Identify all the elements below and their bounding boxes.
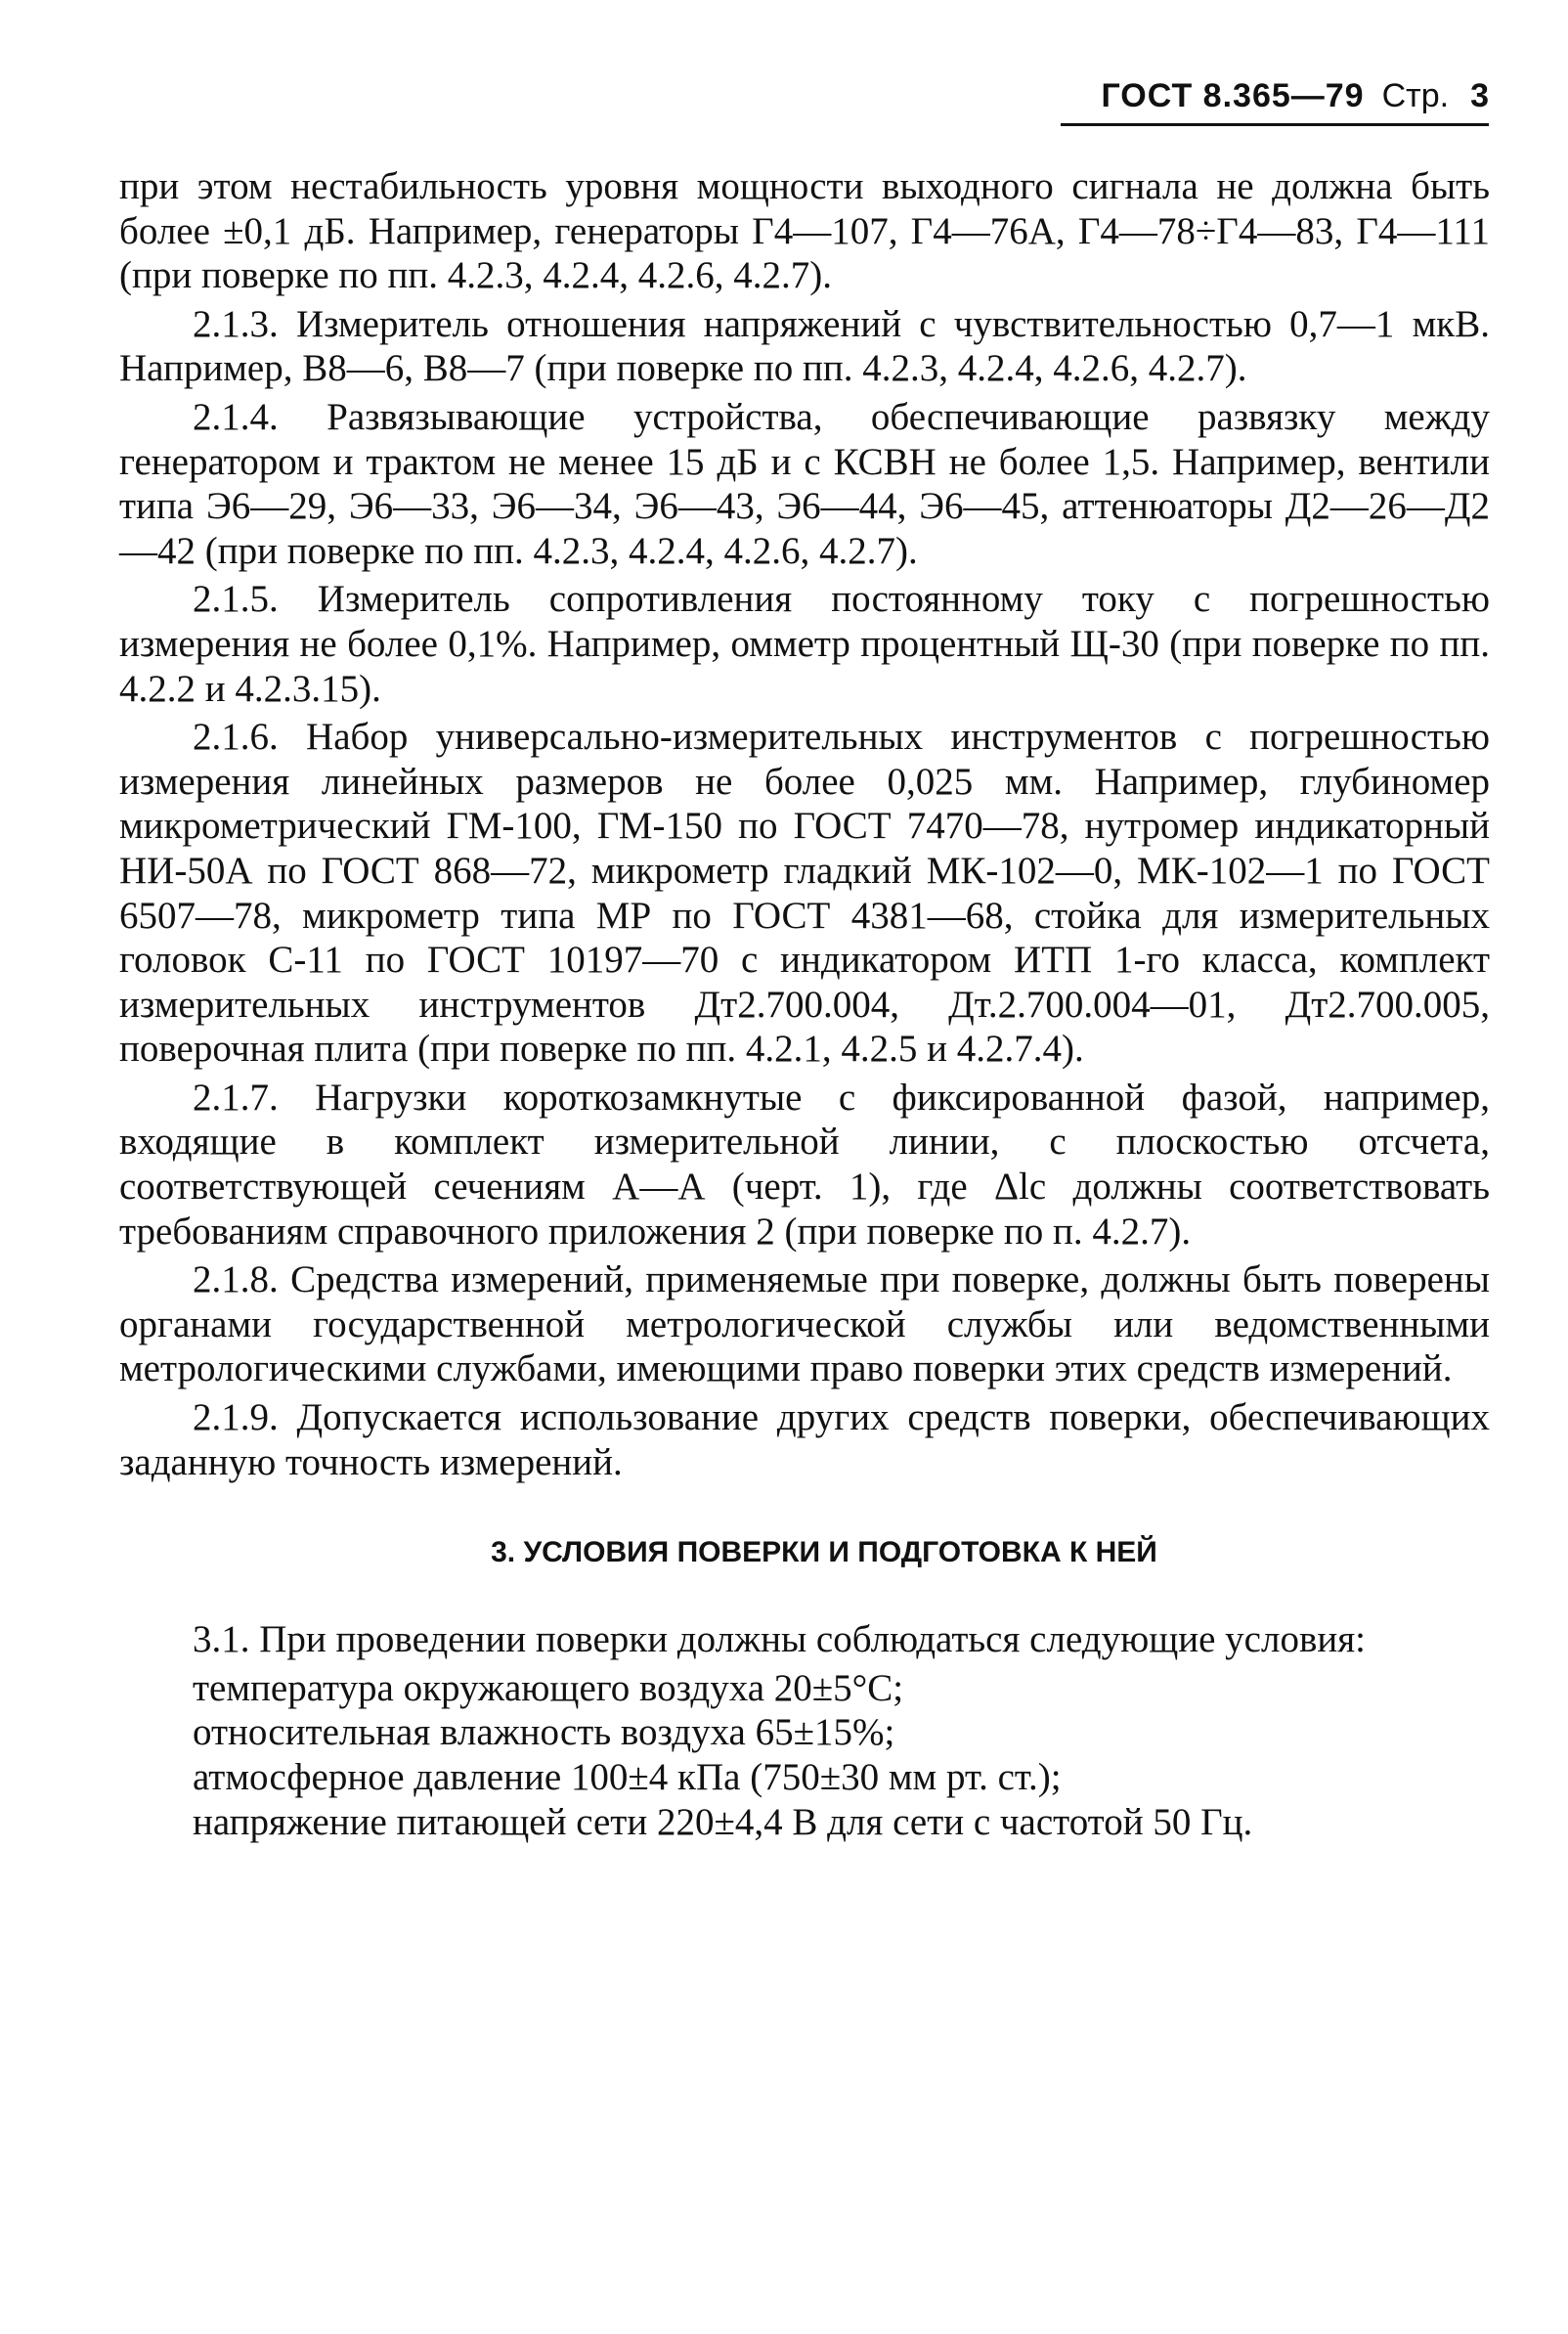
condition-humidity: относительная влажность воздуха 65±15%; xyxy=(193,1711,895,1754)
condition-mains-voltage: напряжение питающей сети 220±4,4 В для сети с частотой 50 Гц. xyxy=(193,1800,1253,1843)
paragraph-2-1-7: 2.1.7. Нагрузки короткозамкнутые с фиксированной фазой, например, входящие в комплект измерительной линии, с плоскостью отсчета, соответствующей сечениям А—А (черт. 1), где Δlс должны соответствовать требованиям справочного приложения 2 (при поверке по п. 4.2.7). xyxy=(119,1076,1490,1253)
paragraph-2-1-5: 2.1.5. Измеритель сопротивления постоянному току с погрешностью измерения не более 0,1%. Например, омметр процентный Щ-30 (при поверке по пп. 4.2.2 и 4.2.3.15). xyxy=(119,578,1490,710)
document-body xyxy=(119,164,1490,1844)
section-3-heading: 3. УСЛОВИЯ ПОВЕРКИ И ПОДГОТОВКА К НЕЙ xyxy=(491,1536,1157,1569)
page-label: Стр. xyxy=(1381,77,1450,114)
paragraph-2-1-4: 2.1.4. Развязывающие устройства, обеспечивающие развязку между генератором и трактом не менее 15 дБ и с КСВН не более 1,5. Например, вентили типа Э6—29, Э6—33, Э6—34, Э6—43, Э6—44, Э6—45, аттенюаторы Д2—26—Д2—42 (при поверке по пп. 4.2.3, 4.2.4, 4.2.6, 4.2.7). xyxy=(119,395,1490,572)
condition-pressure: атмосферное давление 100±4 кПа (750±30 мм рт. ст.); xyxy=(193,1756,1062,1798)
paragraph-2-1-2-continuation: при этом нестабильность уровня мощности выходного сигнала не должна быть более ±0,1 дБ. Например, генераторы Г4—107, Г4—76А, Г4—78÷Г4—83, Г4—111 (при поверке по пп. 4.2.3, 4.2.4, 4.2.6, 4.2.7). xyxy=(119,165,1490,297)
page-number: 3 xyxy=(1470,77,1489,114)
page-header xyxy=(1061,76,1489,126)
paragraph-2-1-6: 2.1.6. Набор универсально-измерительных инструментов с погрешностью измерения линейных размеров не более 0,025 мм. Например, глубиномер микрометрический ГМ-100, ГМ-150 по ГОСТ 7470—78, нутромер индикаторный НИ-50А по ГОСТ 868—72, микрометр гладкий МК-102—0, МК-102—1 по ГОСТ 6507—78, микрометр типа МР по ГОСТ 4381—68, стойка для измерительных головок С-11 по ГОСТ 10197—70 с индикатором ИТП 1-го класса, комплект измерительных инструментов Дт2.700.004, Дт.2.700.004—01, Дт2.700.005, поверочная плита (при поверке по пп. 4.2.1, 4.2.5 и 4.2.7.4). xyxy=(119,716,1490,1071)
paragraph-3-1: 3.1. При проведении поверки должны соблюдаться следующие условия: xyxy=(193,1618,1367,1661)
paragraph-2-1-9: 2.1.9. Допускается использование других средств поверки, обеспечивающих заданную точность измерений. xyxy=(119,1396,1490,1483)
paragraph-2-1-8: 2.1.8. Средства измерений, применяемые при поверке, должны быть поверены органами государственной метрологической службы или ведомственными метрологическими службами, имеющими право поверки этих средств измерений. xyxy=(119,1258,1490,1390)
condition-temperature: температура окружающего воздуха 20±5°С; xyxy=(193,1666,904,1709)
paragraph-2-1-3: 2.1.3. Измеритель отношения напряжений с чувствительностью 0,7—1 мкВ. Например, В8—6, В8—7 (при поверке по пп. 4.2.3, 4.2.4, 4.2.6, 4.2.7). xyxy=(119,302,1490,390)
standard-number: ГОСТ 8.365—79 xyxy=(1101,77,1365,114)
